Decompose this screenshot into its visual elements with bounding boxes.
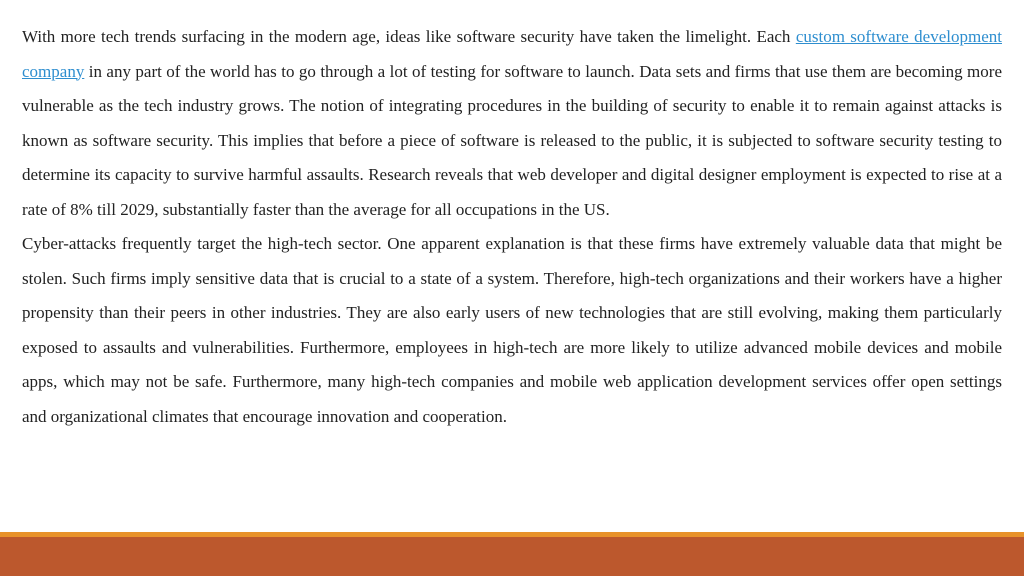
paragraph-1-rest: in any part of the world has to go through a lot of testing for software to launch. Data sets and firms that use them are becoming more vulnerable as the tech industry grows. The notion of integrating procedures in the building of security to enable it to remain against attacks is known as software security. This implies that before a piece of software is released to the public, it is subjected to software security testing to determine its capacity to survive harmful assaults. Research reveals that web developer and digital designer employment is expected to rise at a rate of 8% till 2029, substantially faster than the average for all occupations in the US. xyxy=(22,61,1002,219)
paragraph-2: Cyber-attacks frequently target the high-tech sector. One apparent explanation is that these firms have extremely valuable data that might be stolen. Such firms imply sensitive data that is crucial to a state of a system. Therefore, high-tech organizations and their workers have a higher propensity than their peers in other industries. They are also early users of new technologies that are still evolving, making them particularly exposed to assaults and vulnerabilities. Furthermore, employees in high-tech are more likely to utilize advanced mobile devices and mobile apps, which may not be safe. Furthermore, many high-tech companies and mobile web application development services offer open settings and organizational climates that encourage innovation and cooperation. xyxy=(22,234,1002,426)
text-body xyxy=(22,20,1002,434)
custom-software-link[interactable]: custom software development company xyxy=(22,27,1002,81)
footer-bar xyxy=(0,537,1024,576)
paragraph-1-lead: With more tech trends surfacing in the modern age, ideas like software security have taken the limelight. Each xyxy=(22,27,796,46)
paragraph-1 xyxy=(22,20,1002,227)
